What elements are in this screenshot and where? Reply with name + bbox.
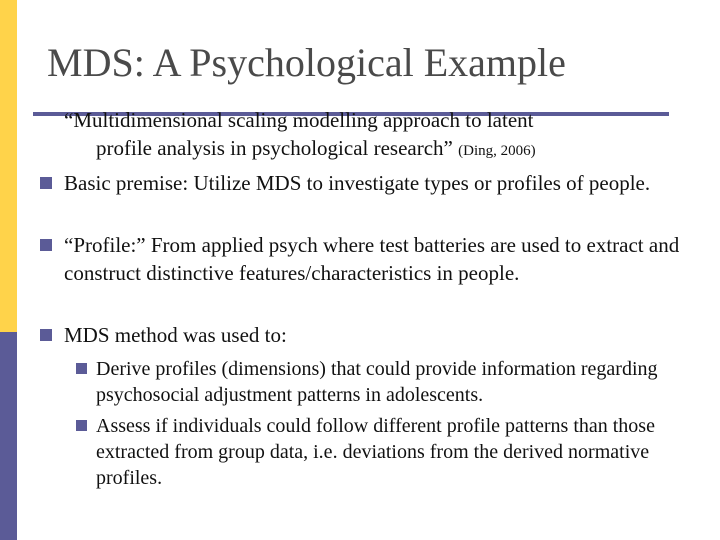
sub-bullet-item xyxy=(76,356,686,408)
quote-text xyxy=(64,106,664,165)
square-bullet-icon xyxy=(40,177,52,189)
square-bullet-icon xyxy=(76,420,87,431)
bullet-text: “Profile:” From applied psych where test batteries are used to extract and construct distinctive features/characteristics in people. xyxy=(64,233,680,285)
bullet-item xyxy=(40,231,680,287)
quote-line-2-text: profile analysis in psychological research” xyxy=(96,136,453,160)
bullet-item xyxy=(40,321,680,349)
sub-bullet-text: Derive profiles (dimensions) that could provide information regarding psychosocial adjustment patterns in adolescents. xyxy=(96,358,658,406)
side-accent-bar-bottom xyxy=(0,332,17,540)
square-bullet-icon xyxy=(40,329,52,341)
bullet-text: Basic premise: Utilize MDS to investigate types or profiles of people. xyxy=(64,171,651,195)
square-bullet-icon xyxy=(76,363,87,374)
slide-title: MDS: A Psychological Example xyxy=(47,40,566,85)
quote-line-2 xyxy=(64,134,664,165)
quote-line-1: “Multidimensional scaling modelling approach to latent xyxy=(64,108,534,132)
square-bullet-icon xyxy=(40,239,52,251)
bullet-item xyxy=(40,169,680,197)
quote-citation: (Ding, 2006) xyxy=(458,143,536,159)
bullet-text: MDS method was used to: xyxy=(64,323,287,347)
sub-bullet-item xyxy=(76,413,686,491)
sub-bullet-text: Assess if individuals could follow different profile patterns than those extracted from group data, i.e. deviations from the derived normative profiles. xyxy=(96,415,655,489)
side-accent-bar-top xyxy=(0,0,17,332)
